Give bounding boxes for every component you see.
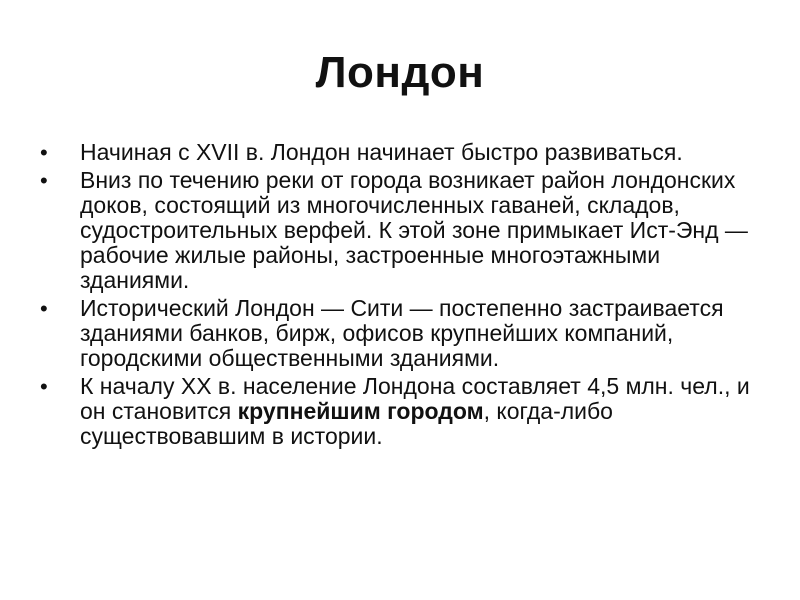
bullet-text: Исторический Лондон — Сити — постепенно застраивается зданиями банков, бирж, офисов крупнейших компаний, городскими общественными зданиями. (80, 295, 724, 371)
bullet-list (40, 140, 760, 452)
bullet-item-4 (40, 374, 760, 449)
bullet-text: Начиная с XVII в. Лондон начинает быстро развиваться. (80, 139, 683, 165)
bullet-text-after: , когда-либо существовавшим в истории. (80, 398, 613, 449)
bullet-dot-icon: • (40, 168, 48, 193)
bullet-item-2 (40, 168, 760, 293)
slide-title: Лондон (315, 48, 485, 97)
bullet-item-3 (40, 296, 760, 371)
bullet-dot-icon: • (40, 374, 48, 399)
bullet-dot-icon: • (40, 296, 48, 321)
bullet-text-before: К началу XX в. население Лондона составляет 4,5 млн. чел., и он становится (80, 373, 750, 424)
bullet-dot-icon: • (40, 140, 48, 165)
bullet-text: Вниз по течению реки от города возникает район лондонских доков, состоящий из многочисленных гаваней, складов, судостроительных верфей. К этой зоне примыкает Ист-Энд — рабочие жилые районы, застроенные многоэтажными зданиями. (80, 167, 748, 293)
bullet-text-bold: крупнейшим городом (237, 398, 484, 424)
bullet-item-1 (40, 140, 760, 165)
